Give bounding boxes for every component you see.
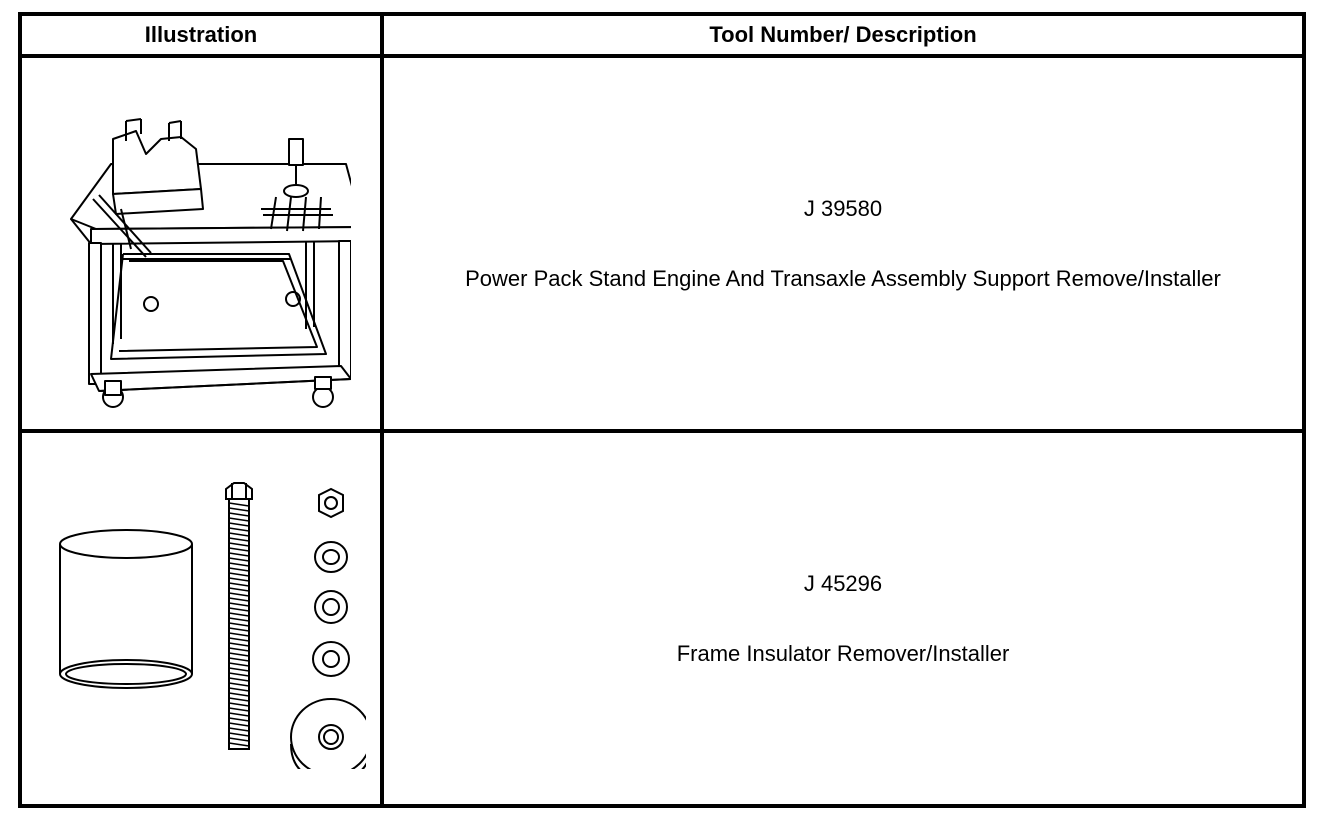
header-illustration: Illustration bbox=[144, 22, 258, 47]
table-border-right bbox=[1302, 12, 1306, 808]
table-row-1-illustration bbox=[22, 58, 380, 429]
table-row-2-description-cell bbox=[384, 433, 1302, 804]
tool-number: J 39580 bbox=[803, 195, 883, 221]
table-row-2-illustration bbox=[22, 433, 380, 804]
power-pack-stand-icon bbox=[51, 79, 351, 409]
tool-table bbox=[18, 12, 1306, 808]
table-row-1-description-cell bbox=[384, 58, 1302, 429]
tool-description: Power Pack Stand Engine And Transaxle Assembly Support Remove/Installer bbox=[465, 265, 1221, 291]
tool-number: J 45296 bbox=[803, 570, 883, 596]
frame-insulator-tool-kit-icon bbox=[36, 469, 366, 769]
header-tool-description: Tool Number/ Description bbox=[709, 22, 977, 47]
tool-description: Frame Insulator Remover/Installer bbox=[676, 640, 1010, 666]
table-border-bottom bbox=[18, 804, 1306, 808]
